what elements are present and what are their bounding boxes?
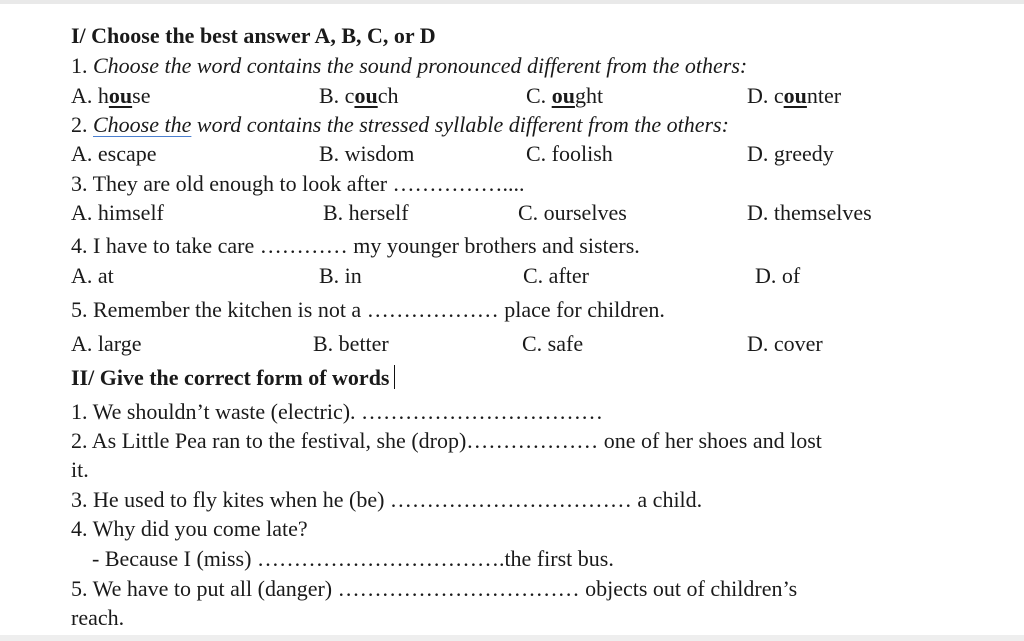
q3-option-d: D. themselves xyxy=(747,200,872,225)
exercise-2-line-4: 4. Why did you come late? xyxy=(71,516,308,541)
text-cursor xyxy=(394,365,395,389)
q2-option-a: A. escape xyxy=(71,141,157,166)
question-2-number: 2. xyxy=(71,112,93,137)
exercise-2-line-3: 3. He used to fly kites when he (be) …………………………… a child. xyxy=(71,487,703,512)
bottom-border xyxy=(0,635,1024,641)
q3-option-b: B. herself xyxy=(323,200,409,225)
question-2 xyxy=(71,112,729,138)
q5-option-c: C. safe xyxy=(522,331,584,356)
q4-option-b: B. in xyxy=(319,263,362,288)
question-3: 3. They are old enough to look after …………….... xyxy=(71,171,525,196)
question-1-prompt: Choose the word contains the sound pronounced different from the others: xyxy=(93,53,748,78)
exercise-2-line-5-cont: reach. xyxy=(71,605,125,630)
exercise-2-line-1: 1. We shouldn’t waste (electric). …………………………… xyxy=(71,399,604,424)
q5-option-b: B. better xyxy=(313,331,389,356)
q1-option-b: B. couch xyxy=(319,83,399,108)
q4-option-a: A. at xyxy=(71,263,114,288)
q2-option-d: D. greedy xyxy=(747,141,834,166)
section-2-title: II/ Give the correct form of words xyxy=(71,365,395,391)
question-2-prompt-link: Choose the xyxy=(93,112,192,137)
q4-option-d: D. of xyxy=(755,263,801,288)
question-4: 4. I have to take care ………… my younger brothers and sisters. xyxy=(71,233,640,258)
q1-option-a: A. house xyxy=(71,83,151,108)
q2-option-b: B. wisdom xyxy=(319,141,415,166)
q5-option-d: D. cover xyxy=(747,331,823,356)
exercise-2-line-2: 2. As Little Pea ran to the festival, she (drop)……………… one of her shoes and lost xyxy=(71,428,822,453)
q2-option-c: C. foolish xyxy=(526,141,613,166)
question-1 xyxy=(71,53,747,79)
exercise-2-line-5: 5. We have to put all (danger) …………………………… objects out of children’s xyxy=(71,576,798,601)
q1-option-d: D. counter xyxy=(747,83,842,108)
question-5: 5. Remember the kitchen is not a ……………… place for children. xyxy=(71,297,665,322)
question-1-number: 1. xyxy=(71,53,93,78)
q3-option-a: A. himself xyxy=(71,200,164,225)
exercise-2-line-4-answer: - Because I (miss) …………………………….the first bus. xyxy=(92,546,614,571)
q4-option-c: C. after xyxy=(523,263,589,288)
section-1-title: I/ Choose the best answer A, B, C, or D xyxy=(71,23,436,48)
q5-option-a: A. large xyxy=(71,331,142,356)
question-2-prompt: word contains the stressed syllable different from the others: xyxy=(191,112,729,137)
q3-option-c: C. ourselves xyxy=(518,200,627,225)
q1-option-c: C. ought xyxy=(526,83,604,108)
exercise-2-line-2-cont: it. xyxy=(71,457,89,482)
